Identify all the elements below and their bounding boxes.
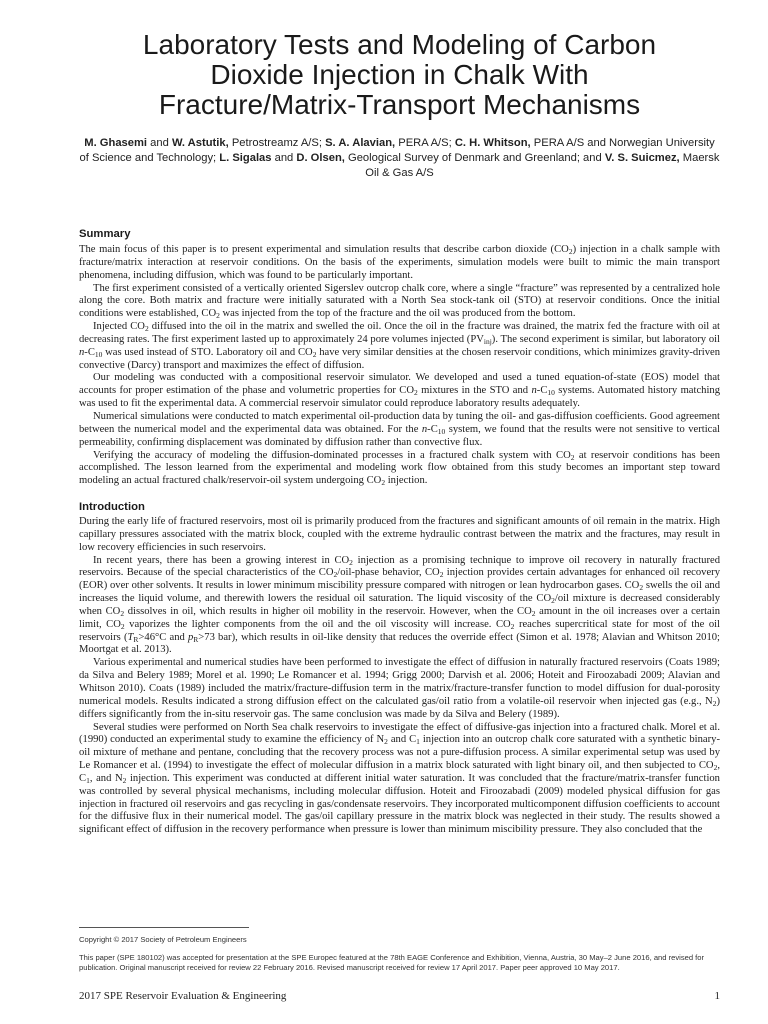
publication-note: This paper (SPE 180102) was accepted for presentation at the SPE Europec featured at the 78th EAGE Conference and Exhibition, Vienna, Austria, 30 May–2 June 2016, and revised for publication. Original manuscript received for review 22 February 2016. Revised manuscript received for review 17 April 2017. Paper peer approved 10 May 2017.	[79, 953, 705, 972]
summary-paragraph-3: Injected $CO_2$ diffused into the oil in the matrix and swelled the oil. Once the oil in the fracture was drained, the matrix fed the fracture with oil at decreasing rates. The first experiment lasted up to approximately 24 pore volumes injected $(PV_{inj})$. The second experiment is similar, but laboratory oil $n-C_{10}$ was used instead of STO. Laboratory oil and $CO_2$ have very similar densities at the chosen reservoir conditions, which minimizes gravity-driven convective (Darcy) transport and maximizes the effect of diffusion.	[79, 321, 720, 371]
introduction-section	[79, 516, 720, 837]
paper-title	[79, 0, 720, 120]
author-name: L. Sigalas	[219, 152, 272, 164]
author-name: V. S. Suicmez,	[604, 152, 680, 164]
title-line-2: Dioxide Injection in Chalk With	[210, 59, 589, 90]
intro-paragraph-3: Various experimental and numerical studies have been performed to investigate the effect of diffusion in naturally fractured reservoirs (Coats 1989; da Silva and Belery 1989; Morel et al. 1990; Le Romancer et al. 1994; Grigg 2000; Darvish et al. 2006; Hoteit and Firoozabadi 2009; Alavian and Whitson 2010). Coats (1989) included the matrix/fracture-diffusion term in the matrix/fracture-transfer function to model diffusion for dual-porosity numerical models. Results indicated a strong diffusion effect on the calculated gas/oil ratio from a volatile-oil reservoir when injected gas (e.g., $N_2$) differs significantly from the in-situ reservoir gas. The same conclusion was made by da Silva and Belery (1989).	[79, 657, 720, 720]
summary-section	[79, 244, 720, 488]
author-name: C. H. Whitson,	[454, 137, 531, 149]
author-list	[79, 136, 720, 181]
author-affiliation: PERA A/S and Norwegian University of Science and Technology;	[79, 137, 715, 164]
summary-paragraph-2: The first experiment consisted of a vertically oriented Sigerslev outcrop chalk core, where a single “fracture” was represented by a centralized hole along the core. Both matrix and fracture were initially saturated with a North Sea stock-tank oil (STO) at reservoir conditions. Once the initial conditions were established, $CO_2$ was injected from the top of the fracture and the oil was produced from the bottom.	[79, 282, 720, 321]
intro-paragraph-4: Several studies were performed on North Sea chalk reservoirs to investigate the effect of diffusive-gas injection into a fractured chalk. Morel et al. (1990) conducted an experimental study to examine the efficiency of $N_2$ and $C_1$ injection into an outcrop chalk core saturated with a synthetic binary-oil mixture of methane and pentane, concluding that the recovery process was not a pure-diffusion process. A similar experimental setup was used by Le Romancer et al. (1994) to investigate the effect of molecular diffusion in a matrix block saturated with light binary oil, and then subjected to $CO_2$, $C_1$, and $N_2$ injection. This experiment was conducted at different initial water saturation. It was concluded that the fracture/matrix-transfer function was controlled by several physical mechanisms, including molecular diffusion. Hoteit and Firoozabadi (2009) modeled physical diffusion for gas injection in fractured oil reservoirs and gas recycling in gas/condensate reservoirs. They incorporated multicomponent diffusion coefficients to account for the diffusive flux in their numerical model. The gas/oil capillary pressure in the matrix block was neglected in their study. The results showed a significant effect of diffusion in the recovery performance when pressure is lower than minimum miscibility pressure. They also concluded that the	[79, 721, 720, 836]
title-line-1: Laboratory Tests and Modeling of Carbon	[142, 29, 657, 60]
author-affiliation: Petrostreamz A/S;	[228, 137, 326, 149]
intro-paragraph-2: In recent years, there has been a growing interest in $CO_2$ injection as a promising technique to improve oil recovery in naturally fractured reservoirs. Because of the special characteristics of the $CO_2/oil$-phase behavior, $CO_2$ injection provides certain advantages for enhanced oil recovery (EOR) over other solvents. It results in lower minimum miscibility pressure compared with nitrogen or lean hydrocarbon gases. $CO_2$ swells the oil and increases the liquid volume, and therewith lowers the residual oil saturation. The liquid viscosity of the $CO_2$/oil mixture is decreased considerably when $CO_2$ dissolves in oil, which results in higher oil mobility in the reservoir. However, when the $CO_2$ amount in the oil increases over a certain limit, $CO_2$ vaporizes the lighter components from the oil and the oil viscosity will increase. $CO_2$ reaches supercritical state for most of the oil reservoirs ($T_R>46^\circ C$ and $p_R>73$ bar), which results in oil-like density that reduces the override effect (Simon et al. 1978; Alavian and Whitson 2010; Moortgat et al. 2013).	[79, 554, 721, 656]
introduction-heading: Introduction	[79, 501, 145, 514]
copyright-notice: Copyright © 2017 Society of Petroleum Engineers	[79, 935, 247, 944]
author-affiliation: Maersk Oil & Gas A/S	[365, 152, 720, 179]
summary-paragraph-5: Numerical simulations were conducted to match experimental oil-production data by tuning the oil- and gas-diffusion coefficients. Good agreement between the numerical model and the experimental data was obtained. For the $n-C_{10}$ system, we found that the results were not sensitive to vertical permeability, confirming displacement was dominated by diffusion rather than convective flux.	[79, 410, 720, 448]
author-affiliation: Geological Survey of Denmark and Greenland; and	[344, 152, 605, 164]
page-number: 1	[714, 990, 720, 1002]
summary-paragraph-6: Verifying the accuracy of modeling the diffusion-dominated processes in a fractured chalk system with $CO_2$ at reservoir conditions has been accomplished. The lesson learned from the experimental and modeling work flow obtained from this study becomes an important step toward modeling an actual fractured chalk/reservoir-oil system undergoing $CO_2$ injection.	[79, 449, 720, 488]
summary-paragraph-1: The main focus of this paper is to present experimental and simulation results that describe carbon dioxide $(CO_2)$ injection in a chalk sample with fracture/matrix interaction at reservoir conditions. On the basis of the experiments, simulation models were built to mimic the main transport phenomena, including diffusion, which was found to be particularly important.	[79, 244, 720, 281]
author-affiliation: and	[147, 137, 172, 149]
summary-heading: Summary	[79, 228, 131, 240]
footnote-divider	[79, 927, 249, 928]
summary-paragraph-4: Our modeling was conducted with a compositional reservoir simulator. We developed and used a tuned equation-of-state (EOS) model that accounts for proper estimation of the phase and volumetric properties for $CO_2$ mixtures in the STO and $n-C_{10}$ systems. Automated history matching was used to fit the experimental data. A commercial reservoir simulator could reproduce laboratory results adequately.	[79, 372, 720, 410]
title-line-3: Fracture/Matrix-Transport Mechanisms	[158, 89, 641, 120]
author-name: D. Olsen,	[296, 152, 345, 164]
author-affiliation: PERA A/S;	[395, 137, 455, 149]
author-name: W. Astutik,	[171, 137, 229, 149]
intro-paragraph-1: During the early life of fractured reservoirs, most oil is primarily produced from the fractures and significant amounts of oil remain in the matrix. High capillary pressures associated with the matrix block, coupled with the extreme hydraulic contrast between the matrix and the fractures, may result in low recovery efficiencies in such reservoirs.	[79, 516, 720, 553]
journal-name: 2017 SPE Reservoir Evaluation & Engineering	[79, 990, 287, 1002]
author-name: M. Ghasemi	[84, 137, 148, 149]
author-affiliation: and	[271, 152, 297, 164]
author-name: S. A. Alavian,	[325, 137, 396, 149]
